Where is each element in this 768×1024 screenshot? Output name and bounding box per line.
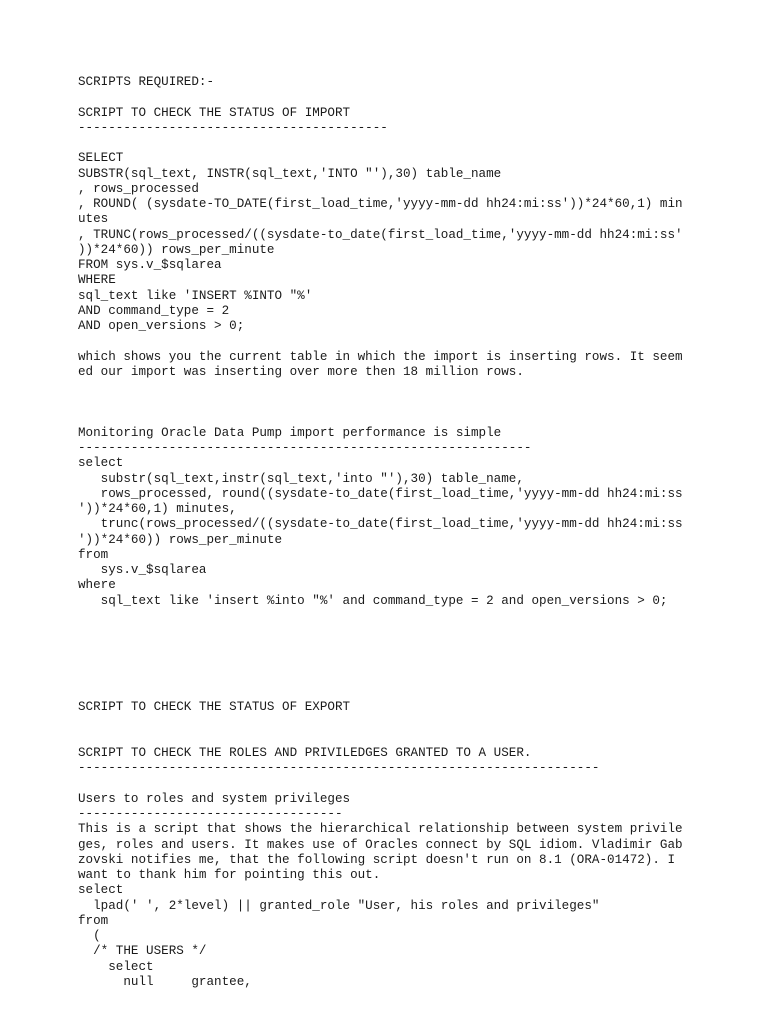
text-line: ( bbox=[78, 929, 101, 943]
text-line: want to thank him for pointing this out. bbox=[78, 868, 381, 882]
text-line: sql_text like 'INSERT %INTO "%' bbox=[78, 288, 313, 303]
text-line: SUBSTR(sql_text, INSTR(sql_text,'INTO "'),30) table_name bbox=[78, 166, 502, 181]
text-line: WHERE bbox=[78, 273, 116, 288]
text-line: , ROUND( (sysdate-TO_DATE(first_load_time,'yyyy-mm-dd hh24:mi:ss'))*24*60,1) min bbox=[78, 197, 683, 211]
text-line bbox=[78, 609, 708, 624]
text-line: trunc(rows_processed/((sysdate-to_date(first_load_time,'yyyy-mm-dd hh24:mi:ss bbox=[78, 517, 683, 532]
text-line: AND command_type = 2 bbox=[78, 303, 230, 318]
text-line: substr(sql_text,instr(sql_text,'into "'),30) table_name, bbox=[78, 471, 524, 486]
text-line: sql_text like 'insert %into "%' and command_type = 2 and open_versions > 0; bbox=[78, 593, 668, 608]
text-line: ))*24*60)) rows_per_minute bbox=[78, 242, 275, 257]
text-line: SCRIPT TO CHECK THE STATUS OF IMPORT bbox=[78, 105, 351, 120]
text-line bbox=[78, 685, 708, 700]
text-line: --------------------------------------------------------------------- bbox=[78, 761, 600, 776]
text-line: sys.v_$sqlarea bbox=[78, 563, 207, 577]
text-line: select bbox=[78, 456, 124, 471]
text-line: zovski notifies me, that the following script doesn't run on 8.1 (ORA-01472). I bbox=[78, 852, 676, 867]
text-line: ges, roles and users. It makes use of Oracles connect by SQL idiom. Vladimir Gab bbox=[78, 837, 683, 852]
text-line: select bbox=[78, 959, 154, 974]
text-line: null grantee, bbox=[78, 974, 252, 989]
text-line: lpad(' ', 2*level) || granted_role "User, his roles and privileges" bbox=[78, 898, 600, 913]
text-line: '))*24*60)) rows_per_minute bbox=[78, 532, 283, 547]
text-line: where bbox=[78, 578, 116, 593]
text-line bbox=[78, 777, 708, 792]
text-line: from bbox=[78, 913, 109, 928]
text-line: ed our import was inserting over more then 18 million rows. bbox=[78, 364, 524, 379]
text-line bbox=[78, 716, 708, 731]
text-line bbox=[78, 731, 708, 746]
text-line bbox=[78, 136, 708, 151]
text-line: Users to roles and system privileges bbox=[78, 791, 351, 806]
text-line: SCRIPT TO CHECK THE ROLES AND PRIVILEDGES GRANTED TO A USER. bbox=[78, 746, 532, 760]
text-line: '))*24*60,1) minutes, bbox=[78, 502, 237, 516]
text-line: , rows_processed bbox=[78, 181, 199, 196]
text-line: from bbox=[78, 547, 109, 562]
text-line: SCRIPT TO CHECK THE STATUS OF EXPORT bbox=[78, 700, 351, 715]
text-line: ------------------------------------------------------------ bbox=[78, 441, 532, 455]
text-line: select bbox=[78, 883, 124, 898]
text-line bbox=[78, 395, 708, 410]
text-line: Monitoring Oracle Data Pump import performance is simple bbox=[78, 425, 502, 440]
text-line: SCRIPTS REQUIRED:- bbox=[78, 75, 215, 89]
text-line: which shows you the current table in which the import is inserting rows. It seem bbox=[78, 349, 683, 364]
text-line: AND open_versions > 0; bbox=[78, 319, 245, 333]
text-line: ----------------------------------------- bbox=[78, 120, 388, 135]
text-line: SELECT bbox=[78, 151, 124, 166]
text-line bbox=[78, 334, 708, 349]
text-line: /* THE USERS */ bbox=[78, 944, 207, 959]
text-line bbox=[78, 670, 708, 685]
text-line bbox=[78, 624, 708, 639]
text-line bbox=[78, 90, 708, 105]
text-line: utes bbox=[78, 212, 109, 227]
text-line bbox=[78, 380, 708, 395]
text-line bbox=[78, 639, 708, 654]
text-line: , TRUNC(rows_processed/((sysdate-to_date(first_load_time,'yyyy-mm-dd hh24:mi:ss' bbox=[78, 227, 683, 242]
document-text bbox=[78, 75, 708, 990]
text-line bbox=[78, 655, 708, 670]
text-line: rows_processed, round((sysdate-to_date(first_load_time,'yyyy-mm-dd hh24:mi:ss bbox=[78, 486, 683, 501]
text-line bbox=[78, 411, 708, 426]
text-line: This is a script that shows the hierarchical relationship between system privile bbox=[78, 822, 683, 837]
text-line: FROM sys.v_$sqlarea bbox=[78, 258, 222, 272]
text-line: ----------------------------------- bbox=[78, 807, 343, 821]
